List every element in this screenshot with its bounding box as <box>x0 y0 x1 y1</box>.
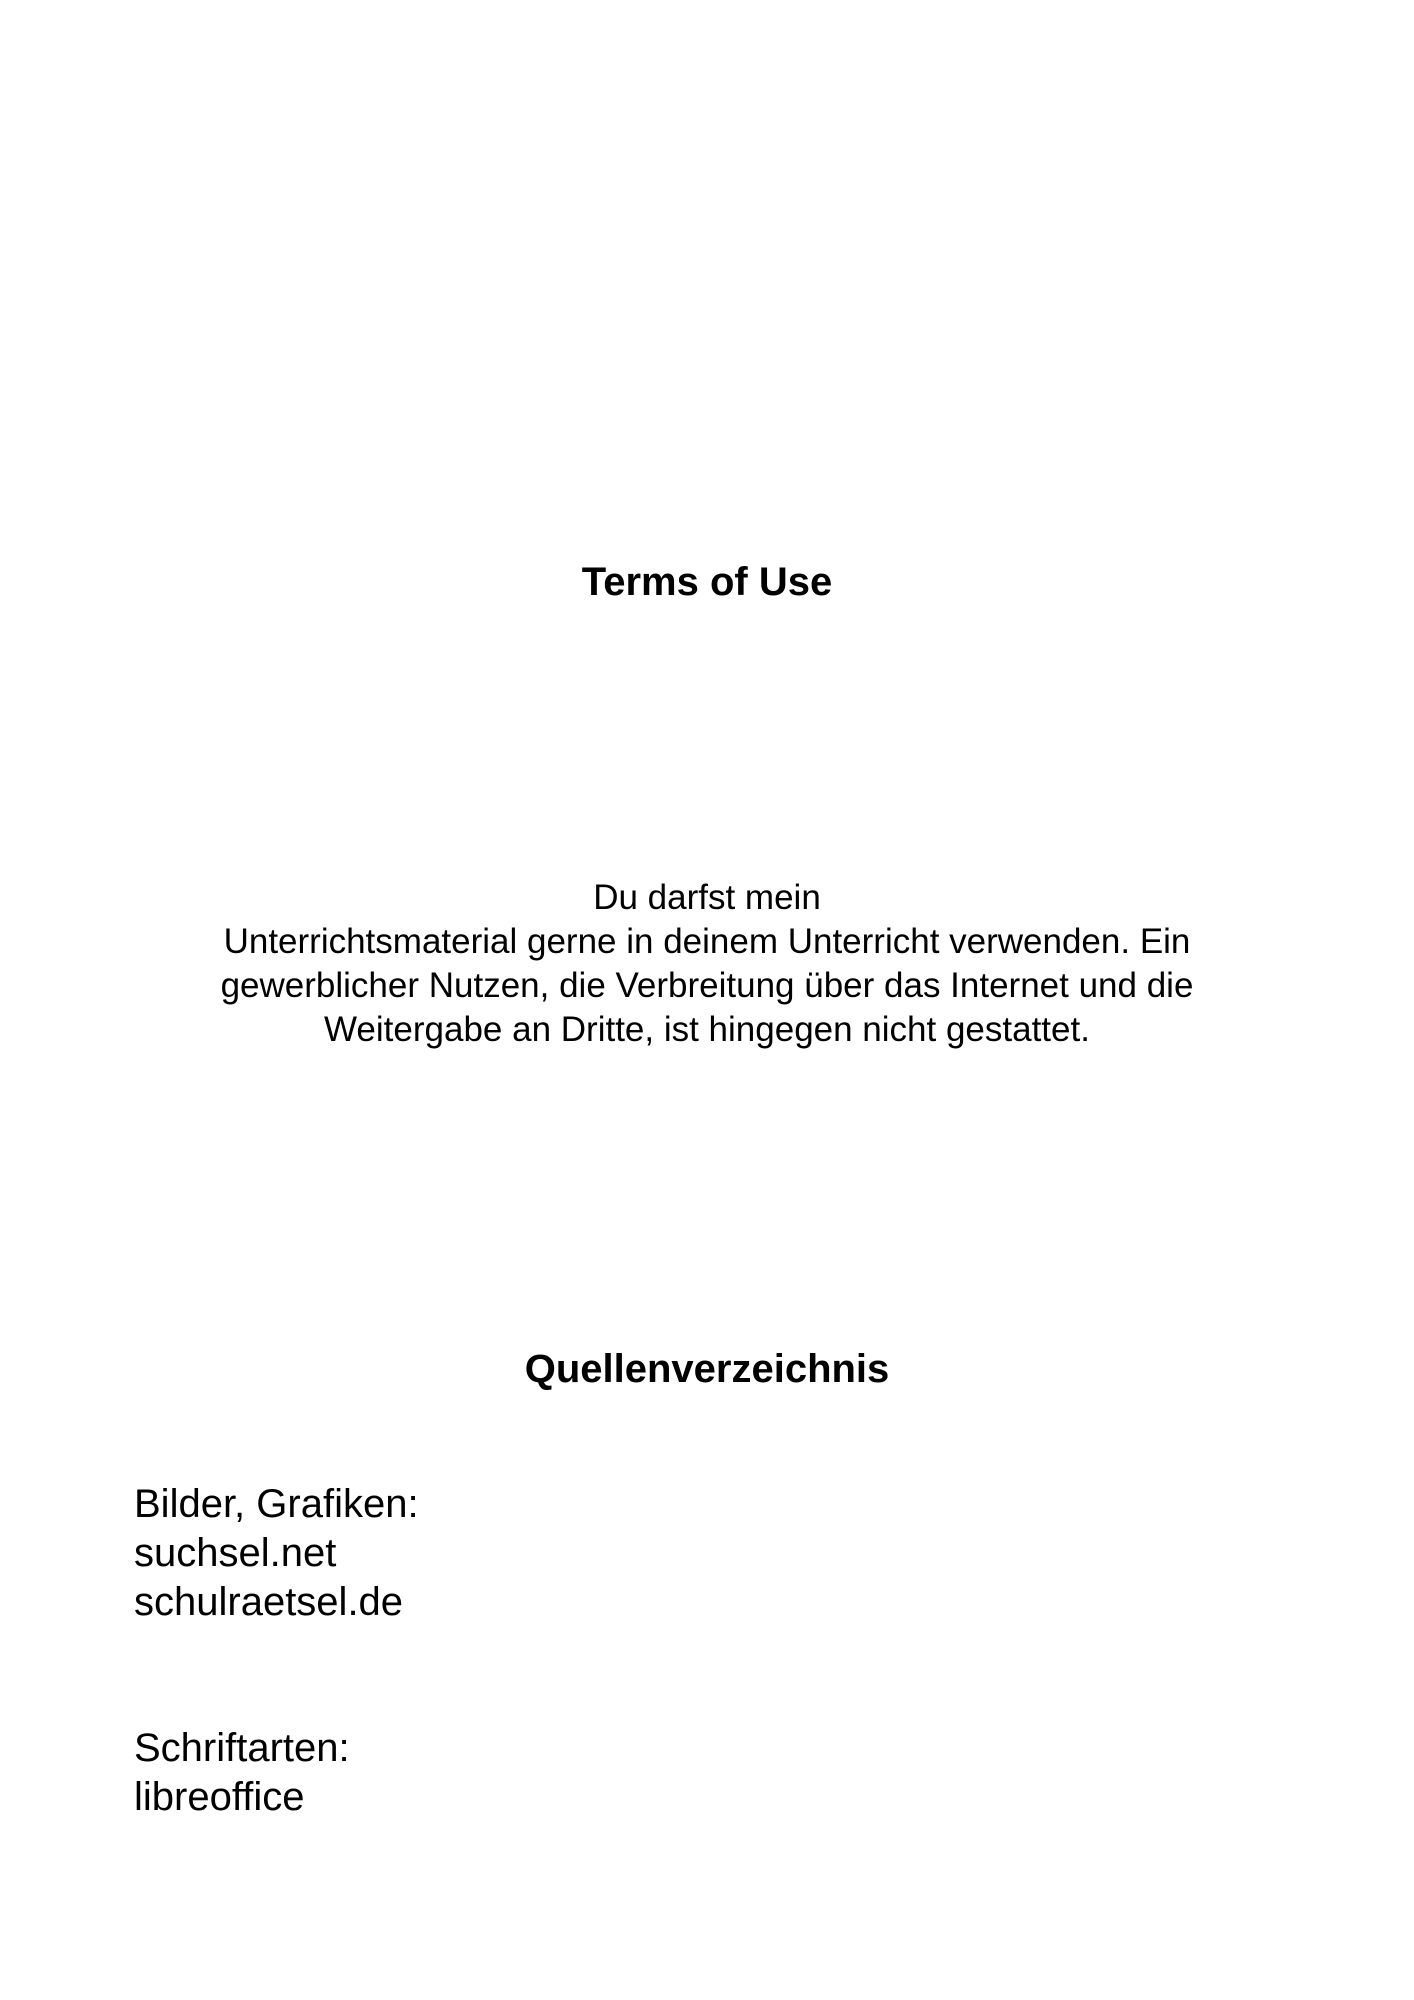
terms-line: gewerblicher Nutzen, die Verbreitung über das Internet und die <box>220 966 1194 1005</box>
terms-of-use-heading: Terms of Use <box>581 560 833 604</box>
terms-line: Unterrichtsmaterial gerne in deinem Unterricht verwenden. Ein <box>223 922 1191 961</box>
sources-heading: Quellenverzeichnis <box>524 1347 890 1391</box>
image-source-item: schulraetsel.de <box>134 1580 404 1624</box>
terms-line: Weitergabe an Dritte, ist hingegen nicht gestattet. <box>324 1010 1090 1049</box>
font-source-item: libreoffice <box>134 1775 305 1819</box>
font-sources <box>134 1724 350 1822</box>
image-source-item: suchsel.net <box>134 1531 337 1575</box>
terms-line: Du darfst mein <box>593 878 821 917</box>
font-sources-label: Schriftarten: <box>134 1726 350 1770</box>
terms-of-use-text <box>0 876 1414 1052</box>
image-sources <box>134 1480 419 1627</box>
image-sources-label: Bilder, Grafiken: <box>134 1482 419 1526</box>
